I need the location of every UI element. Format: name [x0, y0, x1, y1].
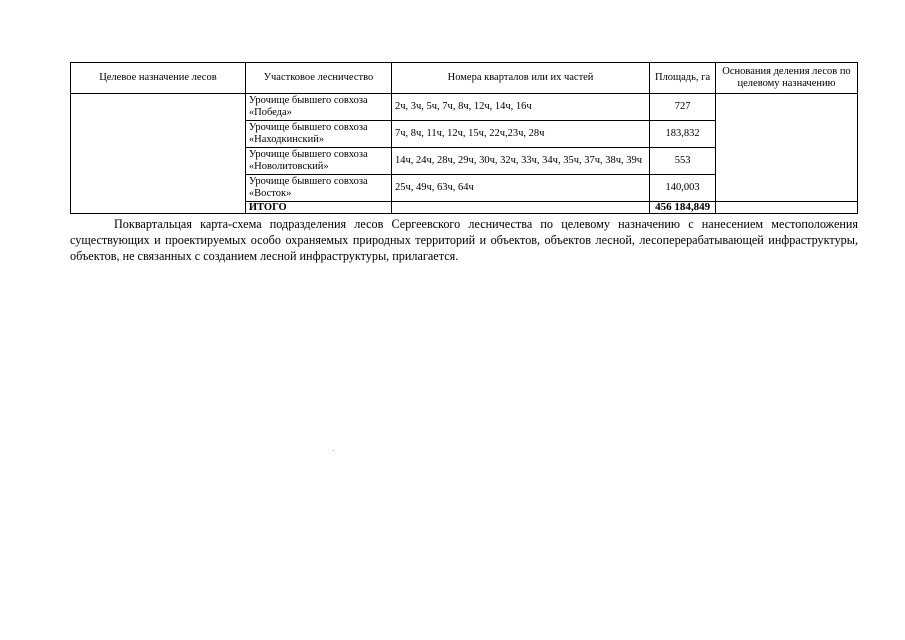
quarters-cell: 2ч, 3ч, 5ч, 7ч, 8ч, 12ч, 14ч, 16ч	[391, 94, 649, 121]
area-cell: 183,832	[650, 121, 716, 148]
quarters-cell: 14ч, 24ч, 28ч, 29ч, 30ч, 32ч, 33ч, 34ч, 35ч, 37ч, 38ч, 39ч	[391, 148, 649, 175]
document-page	[70, 62, 858, 276]
purpose-cell	[71, 94, 246, 214]
area-cell: 553	[650, 148, 716, 175]
body-paragraph: Поквартальцая карта-схема подразделения лесов Сергеевского лесничества по целевому назначению с нанесением местоположения существующих и проектируемых особо охраняемых природных территорий и объектов, объектов лесной, лесоперерабатывающей инфраструктуры, объектов, не связанных с созданием лесной инфраструктуры, прилагается.	[70, 217, 858, 263]
total-basis-cell	[715, 202, 857, 214]
forest-purpose-table	[70, 62, 858, 214]
total-label: ИТОГО	[245, 202, 391, 214]
header-area: Площадь, га	[650, 63, 716, 94]
forestry-cell: Урочище бывшего совхоза «Новолитовский»	[245, 148, 391, 175]
header-quarters: Номера кварталов или их частей	[391, 63, 649, 94]
header-purpose: Целевое назначение лесов	[71, 63, 246, 94]
quarters-cell: 25ч, 49ч, 63ч, 64ч	[391, 175, 649, 202]
area-cell: 727	[650, 94, 716, 121]
table-row	[71, 94, 858, 121]
basis-cell	[715, 94, 857, 202]
area-cell: 140,003	[650, 175, 716, 202]
table-header-row	[71, 63, 858, 94]
header-basis: Основания деления лесов по целевому назначению	[715, 63, 857, 94]
forestry-cell: Урочище бывшего совхоза «Победа»	[245, 94, 391, 121]
scan-speck	[333, 450, 334, 451]
quarters-cell: 7ч, 8ч, 11ч, 12ч, 15ч, 22ч,23ч, 28ч	[391, 121, 649, 148]
forestry-cell: Урочище бывшего совхоза «Восток»	[245, 175, 391, 202]
total-area: 456 184,849	[650, 202, 716, 214]
header-forestry: Участковое лесничество	[245, 63, 391, 94]
total-quarters-cell	[391, 202, 649, 214]
forestry-cell: Урочище бывшего совхоза «Находкинский»	[245, 121, 391, 148]
